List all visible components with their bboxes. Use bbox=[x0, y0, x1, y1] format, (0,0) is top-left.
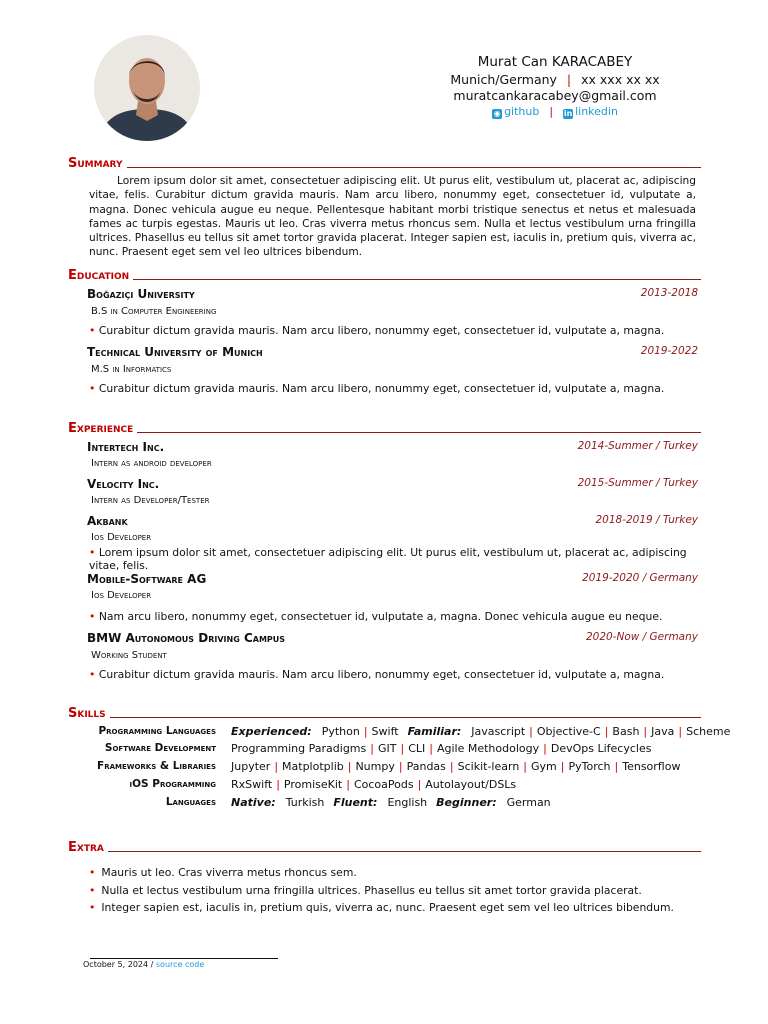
skill-values: Native: Turkish Fluent: English Beginner: German bbox=[231, 796, 551, 809]
date-range: 2018-2019 / Turkey bbox=[595, 514, 698, 526]
education-heading: Education bbox=[68, 268, 701, 282]
role: Working Student bbox=[91, 650, 167, 661]
date-range: 2019-2020 / Germany bbox=[582, 572, 698, 584]
institution: Technical University of Munich bbox=[87, 345, 263, 359]
skill-values: RxSwift | PromiseKit | CocoaPods | Autolayout/DSLs bbox=[231, 778, 517, 791]
degree: B.S in Computer Engineering bbox=[91, 306, 217, 317]
education-entry bbox=[87, 345, 698, 359]
experience-entry bbox=[87, 514, 698, 528]
skill-row bbox=[60, 725, 750, 738]
skill-row bbox=[60, 760, 750, 773]
summary-heading: Summary bbox=[68, 156, 701, 170]
skill-values: Jupyter | Matplotplib | Numpy | Pandas | Scikit-learn | Gym | PyTorch | Tensorflow bbox=[231, 760, 681, 773]
company: BMW Autonomous Driving Campus bbox=[87, 631, 286, 645]
skill-values: Programming Paradigms | GIT | CLI | Agile Methodology | DevOps Lifecycles bbox=[231, 742, 652, 755]
date-range: 2015-Summer / Turkey bbox=[577, 477, 698, 489]
profile-links bbox=[380, 105, 730, 119]
email[interactable]: muratcankaracabey@gmail.com bbox=[453, 88, 657, 103]
experience-bullet: • Nam arcu libero, nonummy eget, consectetuer id, vulputate a, magna. Donec vehicula augue eu neque. bbox=[89, 610, 663, 623]
separator: | bbox=[549, 105, 554, 118]
skill-row bbox=[60, 796, 750, 809]
list-item: • Nulla et lectus vestibulum urna fringilla ultrices. Phasellus eu tellus sit amet tortor gravida placerat. bbox=[89, 883, 642, 897]
footer bbox=[83, 960, 204, 969]
list-item: • Integer sapien est, iaculis in, pretium quis, viverra ac, nunc. Praesent eget sem vel leo ultrices bibendum. bbox=[89, 901, 674, 914]
profile-photo bbox=[94, 35, 200, 141]
extra-list bbox=[89, 864, 699, 917]
summary-text: Lorem ipsum dolor sit amet, consectetuer adipiscing elit. Ut purus elit, vestibulum ut, placerat ac, adipiscing vitae, felis. Curabitur dictum gravida mauris. Nam arcu libero, nonummy eget, consectetuer id, vulputate a, magna. Donec vehicula augue eu neque. Pellentesque habitant morbi tristique senectus et netus et malesuada fames ac turpis egestas. Mauris ut leo. Cras viverra metus rhoncus sem. Nulla et lectus vestibulum urna fringilla ultrices. Phasellus eu tellus sit amet tortor gravida placerat. Integer sapien est, iaculis in, pretium quis, viverra ac, nunc. Praesent eget sem vel leo ultrices bibendum. bbox=[89, 175, 696, 259]
skills-heading: Skills bbox=[68, 706, 701, 720]
experience-entry bbox=[87, 631, 698, 645]
experience-bullet: • Lorem ipsum dolor sit amet, consectetuer adipiscing elit. Ut purus elit, vestibulum ut, placerat ac, adipiscing vitae, felis. bbox=[89, 546, 687, 572]
github-link[interactable]: ◉ github bbox=[493, 105, 540, 118]
experience-entry bbox=[87, 572, 698, 586]
skill-values: Experienced: Python | Swift Familiar: Javascript | Objective-C | Bash | Java | Scheme bbox=[231, 725, 731, 738]
education-entry bbox=[87, 287, 698, 301]
skill-category: iOS Programming bbox=[129, 778, 216, 790]
experience-heading: Experience bbox=[68, 421, 701, 435]
location: Munich/Germany bbox=[450, 72, 557, 87]
company: Akbank bbox=[87, 514, 128, 528]
date-range: 2014-Summer / Turkey bbox=[577, 440, 698, 452]
date-range: 2020-Now / Germany bbox=[585, 631, 698, 643]
linkedin-icon: in bbox=[563, 109, 573, 118]
degree: M.S in Informatics bbox=[91, 364, 172, 375]
skill-category: Software Development bbox=[104, 742, 216, 754]
github-icon: ◉ bbox=[493, 109, 501, 118]
skill-row bbox=[60, 778, 750, 791]
source-code-link[interactable]: source code bbox=[155, 960, 205, 969]
role: Intern as android developer bbox=[91, 458, 212, 469]
skill-category: Languages bbox=[165, 796, 216, 808]
footer-rule bbox=[90, 958, 278, 959]
footer-date: October 5, 2024 / bbox=[83, 960, 154, 969]
phone: xx xxx xx xx bbox=[581, 72, 660, 87]
role: Intern as Developer/Tester bbox=[91, 495, 210, 506]
date-range: 2013-2018 bbox=[640, 287, 698, 299]
list-item: • Mauris ut leo. Cras viverra metus rhoncus sem. bbox=[89, 866, 357, 879]
role: Ios Developer bbox=[91, 590, 152, 601]
company: Intertech Inc. bbox=[87, 440, 165, 454]
institution: Boğaziçi University bbox=[87, 287, 195, 301]
experience-entry bbox=[87, 440, 698, 454]
company: Velocity Inc. bbox=[87, 477, 160, 491]
role: Ios Developer bbox=[91, 532, 152, 543]
date-range: 2019-2022 bbox=[640, 345, 698, 357]
location-phone-line bbox=[380, 72, 730, 87]
education-bullet: • Curabitur dictum gravida mauris. Nam arcu libero, nonummy eget, consectetuer id, vulputate a, magna. bbox=[89, 382, 665, 395]
experience-entry bbox=[87, 477, 698, 491]
skill-category: Frameworks & Libraries bbox=[97, 760, 216, 772]
separator: | bbox=[566, 72, 572, 87]
experience-bullet: • Curabitur dictum gravida mauris. Nam arcu libero, nonummy eget, consectetuer id, vulputate a, magna. bbox=[89, 668, 665, 681]
company: Mobile-Software AG bbox=[87, 572, 207, 586]
linkedin-link[interactable]: in linkedin bbox=[563, 105, 618, 118]
extra-heading: Extra bbox=[68, 840, 701, 854]
candidate-name: Murat Can KARACABEY bbox=[477, 54, 633, 70]
skill-category: Programming Languages bbox=[98, 725, 216, 737]
skill-row bbox=[60, 742, 750, 755]
education-bullet: • Curabitur dictum gravida mauris. Nam arcu libero, nonummy eget, consectetuer id, vulputate a, magna. bbox=[89, 324, 665, 337]
